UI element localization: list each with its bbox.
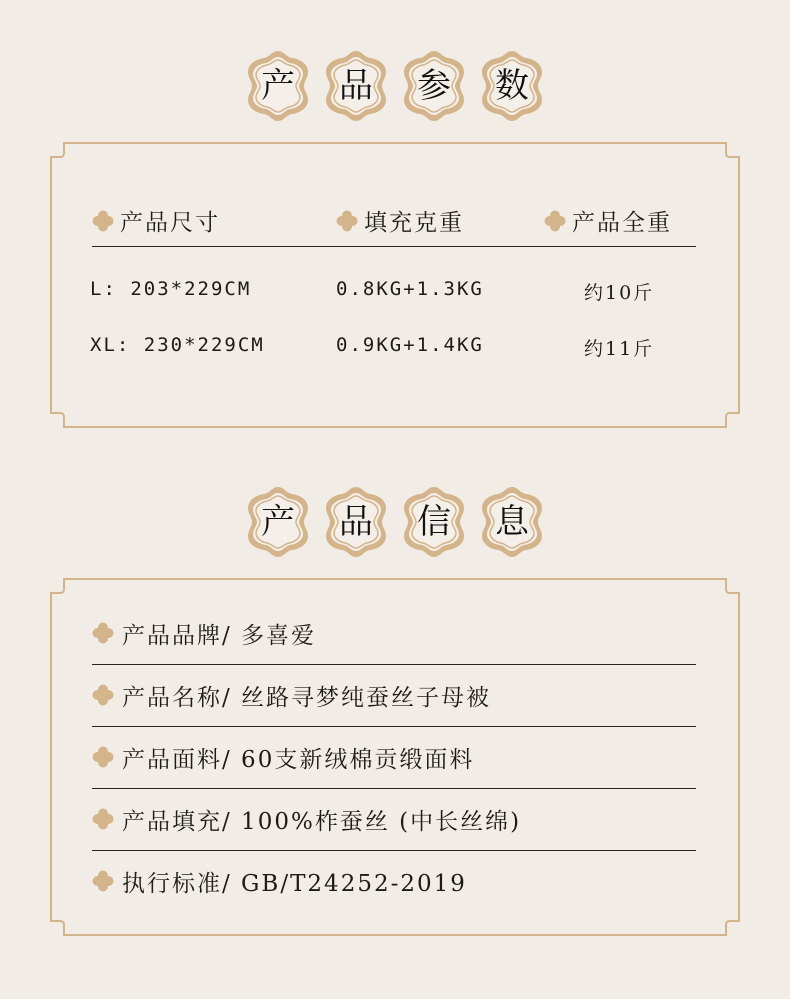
title-char: 息 <box>495 502 529 542</box>
flower-bullet-icon <box>92 622 114 644</box>
flower-bullet-icon <box>336 210 358 232</box>
title-char: 产 <box>261 502 295 542</box>
cell-weight: 0.8KG+1.3KG <box>336 278 484 300</box>
title-badge <box>322 48 390 124</box>
flower-bullet-icon <box>92 808 114 830</box>
title-char: 品 <box>339 66 373 106</box>
info-text: 执行标准/ GB/T24252-2019 <box>122 870 467 897</box>
title-badge <box>244 48 312 124</box>
title-char: 数 <box>495 66 529 106</box>
cell-total: 约11斤 <box>584 338 655 360</box>
title-badge <box>400 484 468 560</box>
section-title-info <box>0 484 790 560</box>
cell-size: XL: 230*229CM <box>90 334 265 356</box>
info-text: 产品面料/ 60支新绒棉贡缎面料 <box>122 746 475 773</box>
cell-size: L: 203*229CM <box>90 278 252 300</box>
title-char: 品 <box>339 502 373 542</box>
flower-bullet-icon <box>544 210 566 232</box>
info-fabric <box>92 726 696 789</box>
header-total-weight <box>544 204 672 237</box>
cell-weight: 0.9KG+1.4KG <box>336 334 484 356</box>
header-label: 产品尺寸 <box>120 210 220 236</box>
header-size <box>92 204 220 237</box>
flower-bullet-icon <box>92 210 114 232</box>
flower-bullet-icon <box>92 746 114 768</box>
info-standard <box>92 850 696 912</box>
info-text: 产品名称/ 丝路寻梦纯蚕丝子母被 <box>122 684 492 711</box>
info-brand <box>92 602 696 665</box>
cell-total: 约10斤 <box>584 282 655 304</box>
flower-bullet-icon <box>92 684 114 706</box>
title-badge <box>400 48 468 124</box>
params-header <box>92 204 696 247</box>
title-char: 产 <box>261 66 295 106</box>
section-title-params <box>0 48 790 124</box>
header-label: 产品全重 <box>572 210 672 236</box>
params-panel <box>50 142 740 428</box>
info-text: 产品填充/ 100%柞蚕丝 (中长丝绵) <box>122 808 522 835</box>
info-filling <box>92 788 696 851</box>
header-fill-weight <box>336 204 464 237</box>
info-name <box>92 664 696 727</box>
title-badge <box>478 48 546 124</box>
title-char: 信 <box>417 502 451 542</box>
info-text: 产品品牌/ 多喜爱 <box>122 622 317 649</box>
header-label: 填充克重 <box>364 210 464 236</box>
title-badge <box>322 484 390 560</box>
title-badge <box>478 484 546 560</box>
flower-bullet-icon <box>92 870 114 892</box>
info-panel <box>50 578 740 936</box>
title-badge <box>244 484 312 560</box>
title-char: 参 <box>417 66 451 106</box>
